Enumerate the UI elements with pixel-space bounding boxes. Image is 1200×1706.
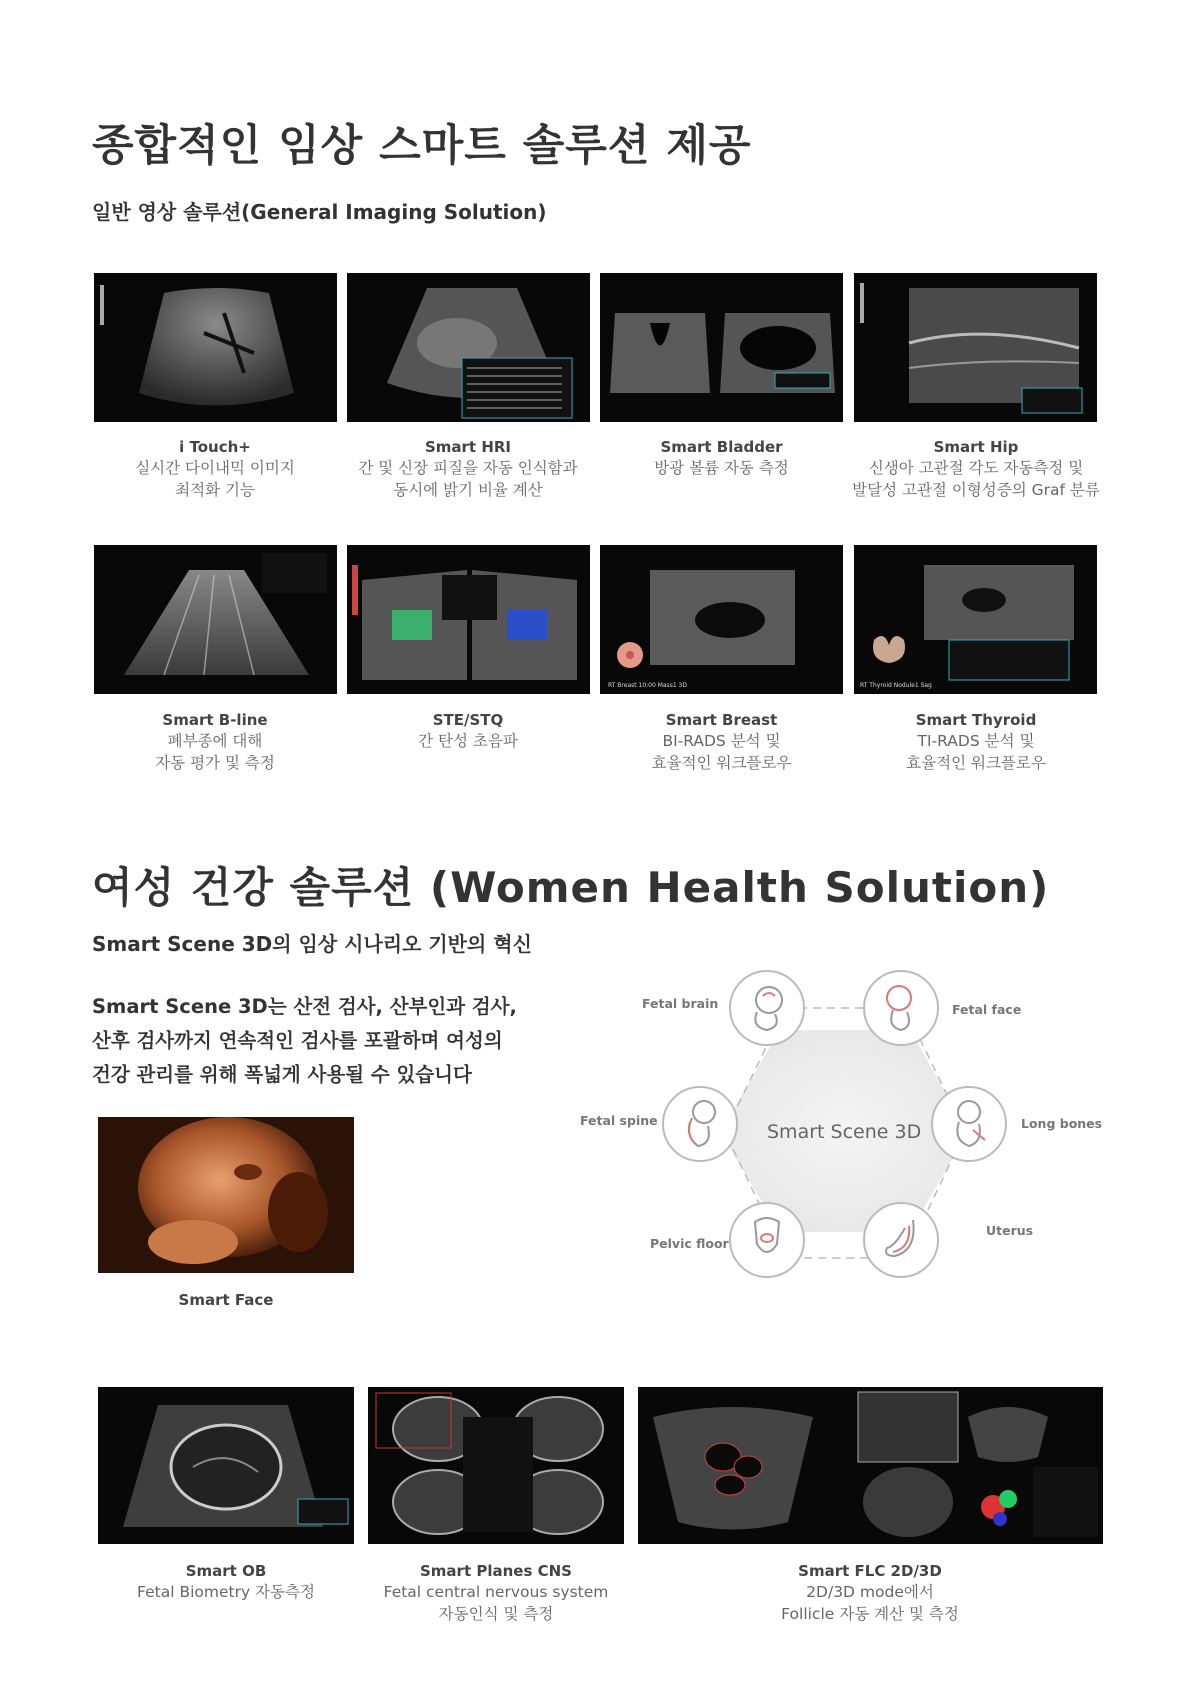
caption-desc: 간 탄성 초음파: [418, 732, 518, 750]
caption-title: Smart Planes CNS: [420, 1562, 572, 1580]
uterus-icon: [863, 1202, 939, 1278]
caption-desc: 자동 평가 및 측정: [155, 754, 275, 772]
smart-bline-ultrasound-image: [94, 545, 337, 694]
diagram-label-uterus: Uterus: [986, 1223, 1034, 1238]
description-line: 산후 검사까지 연속적인 검사를 포괄하며 여성의: [92, 1029, 503, 1052]
description-line: 건강 관리를 위해 폭넓게 사용될 수 있습니다: [92, 1063, 472, 1086]
smart-breast-ultrasound-image: [600, 545, 843, 694]
caption-desc: 발달성 고관절 이형성증의 Graf 분류: [852, 481, 1100, 499]
smart-flc-ultrasound-image: [638, 1387, 1103, 1544]
caption-desc: 실시간 다이내믹 이미지: [135, 459, 295, 477]
caption-title: Smart OB: [185, 1562, 267, 1580]
diagram-label-fetal-face: Fetal face: [952, 1002, 1022, 1017]
section-title: 여성 건강 솔루션 (Women Health Solution): [92, 863, 1050, 912]
caption-title: Smart Breast: [665, 711, 778, 729]
caption-title: Smart Hip: [933, 438, 1019, 456]
smart-bladder-ultrasound-image: [600, 273, 843, 422]
caption-desc: Fetal central nervous system: [383, 1583, 609, 1601]
caption-desc: 효율적인 워크플로우: [651, 754, 792, 772]
caption-desc: 동시에 밝기 비율 계산: [393, 481, 543, 499]
page-title: 종합적인 임상 스마트 솔루션 제공: [92, 121, 752, 171]
caption-title: Smart Bladder: [660, 438, 783, 456]
caption-smart-flc: [720, 1561, 1020, 1625]
thyroid-image-label: RT Thyroid Nodule1 Sag: [860, 682, 932, 689]
caption-desc: 간 및 신장 피질을 자동 인식함과: [358, 459, 578, 477]
fetal-spine-icon: [662, 1086, 738, 1162]
section-subtitle: 일반 영상 솔루션(General Imaging Solution): [92, 200, 547, 224]
smart-scene-3d-diagram: [560, 960, 1120, 1300]
smart-ob-ultrasound-image: [98, 1387, 354, 1544]
caption-itouch: [70, 437, 360, 501]
section-subtitle: Smart Scene 3D의 임상 시나리오 기반의 혁신: [92, 932, 532, 956]
fetal-face-icon: [863, 970, 939, 1046]
description-line: Smart Scene 3D는 산전 검사, 산부인과 검사,: [92, 995, 517, 1018]
smart-hip-ultrasound-image: [854, 273, 1097, 422]
caption-smart-hri: [318, 437, 618, 501]
itouch-ultrasound-image: [94, 273, 337, 422]
caption-smart-hip: [820, 437, 1132, 501]
smart-face-3d-image: [98, 1117, 354, 1273]
caption-desc: 최적화 기능: [175, 481, 255, 499]
caption-desc: Follicle 자동 계산 및 측정: [781, 1605, 959, 1623]
diagram-label-pelvic-floor: Pelvic floor: [650, 1236, 729, 1251]
caption-desc: 방광 볼륨 자동 측정: [654, 459, 789, 477]
ste-stq-ultrasound-image: [347, 545, 590, 694]
caption-desc: 폐부종에 대해: [167, 732, 263, 750]
caption-ste-stq: [318, 710, 618, 752]
caption-title: Smart HRI: [424, 438, 512, 456]
diagram-label-fetal-brain: Fetal brain: [642, 996, 719, 1011]
diagram-center-label: Smart Scene 3D: [767, 1121, 922, 1143]
smart-planes-cns-ultrasound-image: [368, 1387, 624, 1544]
pelvic-floor-icon: [729, 1202, 805, 1278]
caption-desc: 신생아 고관절 각도 자동측정 및: [868, 459, 1084, 477]
fetal-brain-icon: [729, 970, 805, 1046]
section-description: [92, 990, 517, 1092]
caption-desc: 효율적인 워크플로우: [906, 754, 1046, 772]
caption-title: Smart Thyroid: [915, 711, 1037, 729]
smart-hri-ultrasound-image: [347, 273, 590, 422]
long-bones-icon: [931, 1086, 1007, 1162]
breast-image-label: RT Breast 10:00 Mass1 3D: [608, 682, 687, 689]
caption-desc: 자동인식 및 측정: [438, 1605, 554, 1623]
caption-smart-bline: [70, 710, 360, 774]
caption-title: Smart B-line: [162, 711, 268, 729]
caption-desc: Fetal Biometry 자동측정: [137, 1583, 315, 1601]
diagram-label-long-bones: Long bones: [1021, 1116, 1103, 1131]
caption-desc: TI-RADS 분석 및: [917, 732, 1035, 750]
caption-title: i Touch+: [179, 438, 251, 456]
caption-title: STE/STQ: [432, 711, 504, 729]
caption-smart-face: [98, 1290, 354, 1310]
caption-smart-planes-cns: [348, 1561, 644, 1625]
caption-smart-thyroid: [820, 710, 1132, 774]
caption-desc: 2D/3D mode에서: [806, 1583, 934, 1601]
caption-title: Smart FLC 2D/3D: [798, 1562, 942, 1580]
diagram-label-fetal-spine: Fetal spine: [580, 1113, 658, 1128]
caption-desc: BI-RADS 분석 및: [662, 732, 781, 750]
caption-smart-ob: [98, 1561, 354, 1603]
caption-title: Smart Face: [178, 1291, 274, 1309]
smart-thyroid-ultrasound-image: [854, 545, 1097, 694]
